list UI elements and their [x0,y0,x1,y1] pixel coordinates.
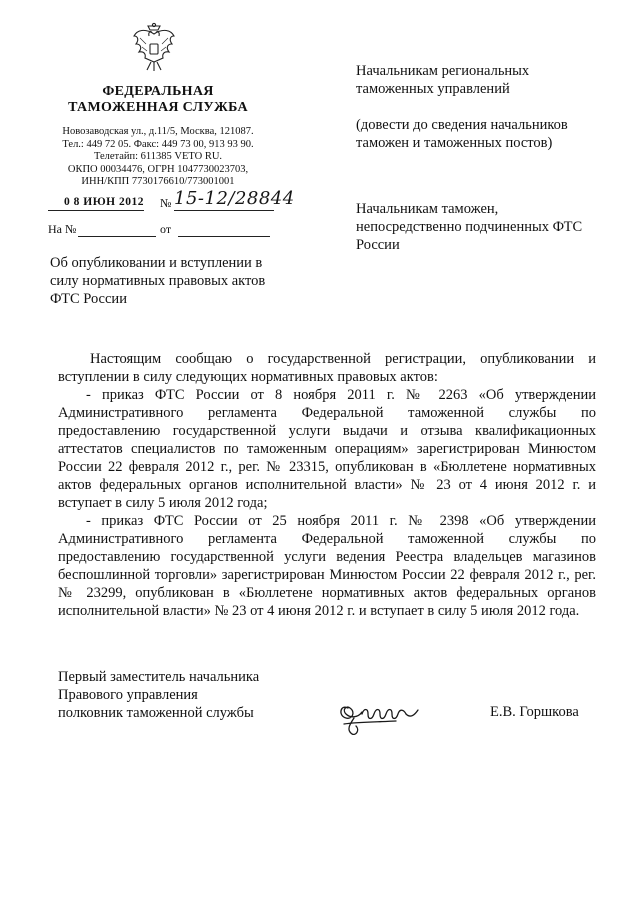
body-item-1: - приказ ФТС России от 8 ноября 2011 г. № 2263 «Об утверждении Административного регламента Федеральной таможенной службы по предоставлению государственной услуги выдачи и отзыва квалификационных аттестатов специалистов по таможенным операциям» зарегистрирован Минюстом России 22 февраля 2012 г., рег. № 23315, опубликован в «Бюллетене нормативных актов федеральных органов исполнительной власти» № 23 от 4 июня 2012 г. и вступает в силу 5 июля 2012 года; [58,387,596,511]
addressee-customs: Начальникам таможен, непосредственно подчиненных ФТС России [356,201,583,253]
document-date: 0 8 ИЮН 2012 [64,196,144,208]
handwritten-signature [336,694,426,740]
org-inn: ИНН/КПП 7730176610/773001001 [81,176,235,187]
signatory-position-line1: Первый заместитель начальника [58,669,260,685]
signatory-position-line2: Правового управления [58,687,198,703]
org-phones: Тел.: 449 72 05. Факс: 449 73 00, 913 93 90. [62,138,254,150]
reply-date-line [178,222,270,237]
addressee-regional: Начальникам региональных таможенных управлений [356,63,530,97]
body-item-2: - приказ ФТС России от 25 ноября 2011 г. № 2398 «Об утверждении Административного регламента Федеральной таможенной службы по предоставлению государственной услуги ведения Реестра владельцев магазинов беспошлинной торговли» зарегистрирован Минюстом России 22 февраля 2012 г., рег. № 23299, опубликован в «Бюллетене нормативных актов федеральных органов исполнительной власти» № 23 от 4 июня 2012 г. и вступает в силу 5 июля 2012 года. [58,513,596,619]
signatory-name: Е.В. Горшкова [490,704,579,720]
reply-number-line [78,222,156,237]
signatory-position-line3: полковник таможенной службы [58,705,254,721]
reply-from-label: от [160,222,172,236]
number-label: № [160,196,172,210]
org-name-line1: ФЕДЕРАЛЬНАЯ [102,84,214,99]
addressee-note: (довести до сведения начальников таможен и таможенных постов) [356,117,568,151]
signatory-position [58,668,298,722]
org-address: Новозаводская ул., д.11/5, Москва, 121087. [62,126,254,137]
document-number: 15-12/28844 [174,188,295,209]
org-teletype: Телетайп: 611385 VETO RU. [93,151,223,162]
org-name-line2: ТАМОЖЕННАЯ СЛУЖБА [68,100,248,115]
letter-subject: Об опубликовании и вступлении в силу нормативных правовых актов ФТС России [50,255,266,307]
org-contacts [48,126,268,189]
letter-body [58,350,596,620]
body-intro: Настоящим сообщаю о государственной регистрации, опубликовании и вступлении в силу следующих нормативных правовых актов: [58,351,596,385]
coat-of-arms-icon [131,22,177,74]
org-okpo: ОКПО 00034476, ОГРН 1047730023703, [67,163,249,175]
reply-number-label: На № [48,222,77,236]
